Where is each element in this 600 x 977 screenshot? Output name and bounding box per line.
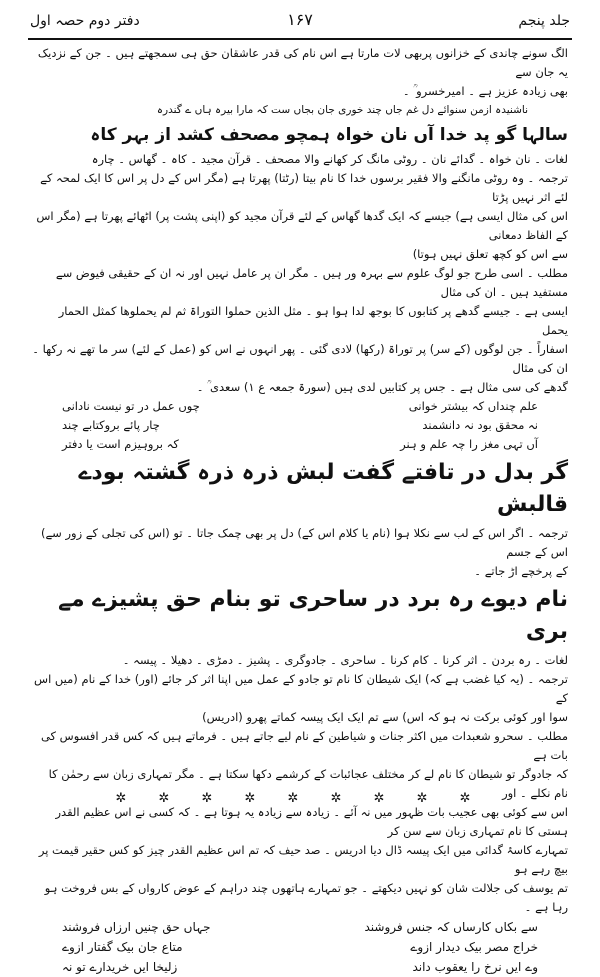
vocab-line: لغات ۔ نان خواہ ۔ گدائے نان ۔ روٹی مانگ کر کھانے والا مصحف ۔ قرآن مجید ۔ کاہ ۔ گھاس ۔ چارہ [91, 152, 568, 166]
verse-couplet: نہ محقق بود نہ دانشمند چار پائے بروکتابے چند [62, 418, 538, 432]
page-number: ۱۶۷ [287, 10, 313, 29]
section-label: دفتر دوم حصہ اول [30, 13, 140, 29]
explanation-line: مطلب ۔ اسی طرح جو لوگ علوم سے بہرہ ور ہیں ۔ مگر ان پر عامل نہیں اور نہ ان کے حقیقی فیوض سے مستفید ہیں ۔ ان کی مثال [55, 266, 568, 299]
translation-line: کے پرخچے اڑ جاتے ۔ [474, 564, 568, 578]
explanation-line: اسفاراً ۔ جن لوگوں (کے سر) پر توراۃ (رکھا) لادی گئی ۔ پھر انہوں نے اس کو (عمل کے لئے) سر ما تھے نہ رکھا ۔ ان کی مثال [32, 342, 568, 375]
page-header [30, 10, 570, 36]
verse-couplet: سے بکاں کارساں کہ جنس فروشند جہاں حق چنیں ارزاں فروشند [62, 920, 538, 934]
text-line: الگ سونے چاندی کے خزانوں پربھی لات مارتا ہے اس نام کی قدر عاشقان حق ہی سمجھتے ہیں ۔ جن کے نزدیک یہ جان سے [37, 46, 568, 79]
page-body [32, 44, 568, 977]
footer-ornament: ✲ ✲ ✲ ✲ ✲ ✲ ✲ ✲ ✲ [115, 791, 485, 806]
small-verse: ناشنیدہ ازمن سنوائے دل غم جاں چند خوری جان بجاں ست کہ مارا بیرہ ہاں ے گندرہ [156, 104, 528, 116]
explanation-line: گدھے کی سی مثال ہے ۔ جس پر کتابیں لدی ہیں (سورۃ جمعہ ع ۱) سعدی ؒ ۔ [196, 380, 568, 394]
translation-line: سے اس کو کچھ تعلق نہیں ہوتا) [412, 247, 568, 261]
header-rule [28, 38, 572, 40]
explanation-line: اس سے کوئی بھی عجیب بات ظہور میں نہ آئے ۔ زیادہ سے زیادہ یہ ہوتا ہے ۔ کہ کسی نے اس عظیم القدر ہستی کا نام تمہاری زبان سے سن کر [55, 805, 568, 838]
verse-couplet: وے ایں نرخ را یعقوب داند زلیخا ایں خریدارے تو نہ [62, 960, 538, 974]
explanation-line: مطلب ۔ سحرو شعبدات میں اکثر جنات و شیاطین کے نام لیے جاتے ہیں ۔ فرماتے ہیں کہ کس قدر افسوس کی بات ہے [40, 729, 568, 762]
verse-couplet: علم چنداں کہ بیشتر خوانی چوں عمل در تو نیست نادانی [62, 399, 538, 413]
explanation-line: تم یوسف کی جلالت شان کو نہیں دیکھتے ۔ جو تمہارے ہاتھوں چند دراہم کے عوض کارواں کے بس فروخت ہو رہا ہے ۔ [44, 881, 568, 914]
translation-line: ترجمہ ۔ (یہ کیا غضب ہے کہ) ایک شیطان کا نام تو جادو کے عمل میں اپنا اثر کر جائے (اور) خدا کے نام (میں اس کے [34, 672, 568, 705]
translation-line: ترجمہ ۔ اگر اس کے لب سے نکلا ہوا (نام یا کلام اس کے) دل پر بھی چمک جاتا ۔ تو (اس کی تجلی کے زور سے) اس کے جسم [40, 526, 568, 559]
verse-couplet: آں تہی مغز را چہ علم و ہنر کہ بروہیزم است یا دفتر [62, 437, 538, 451]
main-verse: نام دیوے رہ برد در ساحری تو بنام حق پشیزے مے بری [58, 587, 568, 644]
main-verse: گر بدل در تافتے گفت لبش ذرہ ذرہ گشتہ بودے قالبش [78, 460, 568, 517]
verse-couplet: خراج مصر بیک دیدار ازوے متاع جان بیک گفتار ازوے [62, 940, 538, 954]
translation-line: ترجمہ ۔ وہ روٹی مانگنے والا فقیر برسوں خدا کا نام بیتا (رٹتا) پھرتا ہے (مگر اس کے دل پر اس کا ایک لمحہ کے لئے اثر نہیں پڑتا [40, 171, 568, 204]
vocab-line: لغات ۔ رہ بردن ۔ اثر کرنا ۔ کام کرنا ۔ ساحری ۔ جادوگری ۔ پشیز ۔ دمڑی ۔ دھیلا ۔ پیسہ ۔ [122, 653, 568, 667]
explanation-line: ایسی ہے ۔ جیسے گدھے پر کتابوں کا بوجھ لدا ہوا ہو ۔ مثل الذین حملوا التوراۃ ثم لم یحملوھا کمثل الحمار یحمل [58, 304, 568, 337]
translation-line: اس کی مثال ایسی ہے) جیسے کہ ایک گدھا گھاس کے لئے قرآن مجید کو (اپنی پشت پر) اٹھائے پھرتا ہے (مگر اس کے الفاظ دمعانی [36, 209, 568, 242]
explanation-line: تمہارے کاسۂ گدائی میں ایک پیسہ ڈال دیا ادریس ۔ صد حیف کہ تم اس عظیم القدر چیز کو کس حقیر قیمت پر بیچ رہے ہو [38, 843, 568, 876]
text-line: بھی زیادہ عزیز ہے ۔ امیرخسرو ؒ ۔ [402, 84, 568, 98]
explanation-line: کہ جادوگر تو شیطان کا نام لے کر مختلف عجائبات کے کرشمے دکھا سکتا ہے ۔ مگر تمہاری زبان سے رحمٰن کا نام نکلے ۔ اور [48, 767, 568, 800]
translation-line: سوا اور کوئی برکت نہ ہو کہ اس) سے تم ایک ایک پیسہ کماتے پھرو (ادریس) [202, 710, 568, 724]
main-verse: سالہا گو پد خدا آں نان خواہ ہمچو مصحف کشد از بہر کاہ [90, 125, 568, 145]
volume-label: جلد پنجم [518, 13, 570, 29]
